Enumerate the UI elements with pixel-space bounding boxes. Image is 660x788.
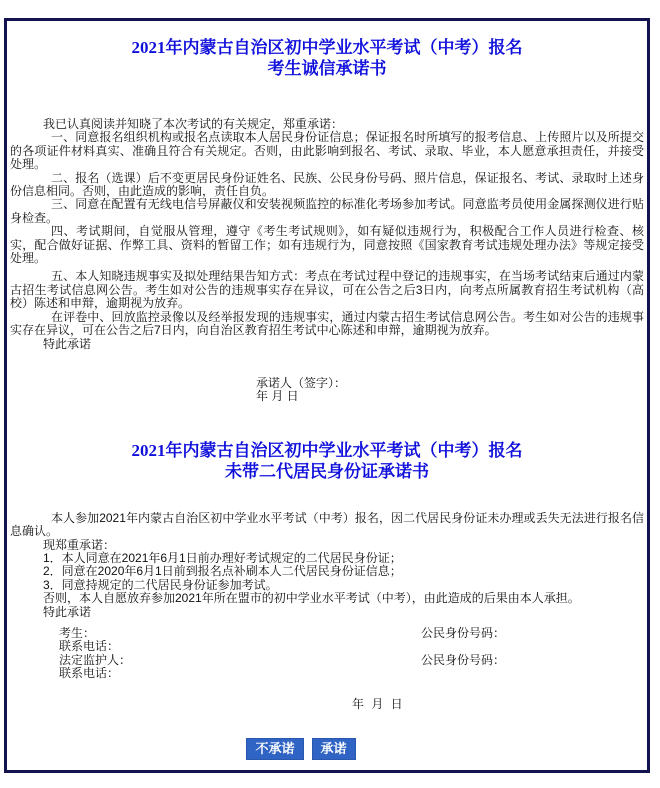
- section2-date-label: 年 月 日: [352, 696, 405, 711]
- candidate-row: [59, 627, 644, 640]
- candidate-label: 考生：: [59, 625, 96, 640]
- section2-item-2: 2．同意在2020年6月1日前到报名点补刷本人二代居民身份证信息；: [43, 564, 402, 579]
- contact-form: [10, 627, 644, 681]
- signer-date-label: 年 月 日: [256, 389, 299, 404]
- section2-pledge-lead: 现郑重承诺：: [43, 537, 116, 552]
- signer-label: 承诺人（签字）：: [256, 375, 347, 390]
- action-buttons: [10, 738, 644, 760]
- guardian-id-label: 公民身份号码：: [421, 652, 506, 667]
- commitment-document: [4, 18, 650, 773]
- guardian-row: [59, 654, 644, 667]
- signer-block: [10, 377, 644, 404]
- section2-closing: 特此承诺: [43, 604, 92, 619]
- candidate-id-label: 公民身份号码：: [421, 625, 506, 640]
- section1-title-line1: 2021年内蒙古自治区初中学业水平考试（中考）报名: [131, 38, 523, 57]
- section1-closing: 特此承诺: [43, 336, 92, 351]
- section2-intro: 本人参加2021年内蒙古自治区初中学业水平考试（中考）报名，因二代居民身份证未办理或丢失无法进行报名信息确认。: [10, 510, 644, 539]
- section1-paragraph-5: 五、本人知晓违规事实及拟处理结果告知方式：考点在考试过程中登记的违规事实，在当场考试结束后通过内蒙古招生考试信息网公告。考生如对公告的违规事实存在异议，可在公告之后3日内，向考点所属教育招生考试机构（高校）陈述和申辩，逾期视为放弃。: [10, 269, 644, 311]
- section1-paragraph-4: 四、考试期间，自觉服从管理，遵守《考生考试规则》，如有疑似违规行为，积极配合工作人员进行检查、核实，配合做好证据、作弊工具、资料的暂留工作；如有违规行为，同意按照《国家教育考试违规处理办法》等规定接受处理。: [10, 224, 644, 266]
- section1-paragraph-2: 二、报名（选课）后不变更居民身份证姓名、民族、公民身份号码、照片信息，保证报名、考试、录取时上述身份信息相同。否则，由此造成的影响，责任自负。: [10, 170, 644, 199]
- section2-body: [10, 512, 644, 619]
- section1-title-line2: 考生诚信承诺书: [267, 59, 387, 78]
- section1-title: [10, 37, 644, 79]
- guardian-label: 法定监护人：: [59, 652, 132, 667]
- section1-body: [10, 118, 644, 351]
- section2-otherwise: 否则，本人自愿放弃参加2021年所在盟市的初中学业水平考试（中考），由此造成的后果由本人承担。: [43, 591, 580, 606]
- section1-intro: 我已认真阅读并知晓了本次考试的有关规定，郑重承诺：: [43, 117, 344, 131]
- guardian-phone-label: 联系电话：: [59, 666, 120, 681]
- section2-title: [10, 440, 644, 482]
- section2-title-line1: 2021年内蒙古自治区初中学业水平考试（中考）报名: [131, 440, 523, 460]
- section2-item-3: 3．同意持规定的二代居民身份证参加考试。: [43, 577, 278, 592]
- candidate-phone-label: 联系电话：: [59, 639, 120, 654]
- section1-paragraph-6: 在评卷中、回放监控录像以及经举报发现的违规事实，通过内蒙古招生考试信息网公告。考生如对公告的违规事实存在异议，可在公告之后7日内，向自治区教育招生考试中心陈述和申辩，逾期视为放弃。: [10, 309, 644, 338]
- decline-button[interactable]: 不承诺: [246, 738, 303, 760]
- accept-button[interactable]: 承诺: [312, 738, 356, 760]
- section2-title-line2: 未带二代居民身份证承诺书: [225, 461, 429, 481]
- section2-item-1: 1．本人同意在2021年6月1日前办理好考试规定的二代居民身份证；: [43, 550, 402, 565]
- section1-paragraph-1: 一、同意报名组织机构或报名点读取本人居民身份证信息；保证报名时所填写的报考信息、上传照片以及所提交的各项证件材料真实、准确且符合有关规定。否则，由此影响到报名、考试、录取、毕业，本人愿意承担责任，并接受处理。: [10, 130, 644, 172]
- guardian-phone-row: [59, 667, 644, 680]
- candidate-phone-row: [59, 640, 644, 653]
- section1-paragraph-3: 三、同意在配置有无线电信号屏蔽仪和安装视频监控的标准化考场参加考试。同意监考员使用金属探测仪进行贴身检查。: [10, 197, 644, 225]
